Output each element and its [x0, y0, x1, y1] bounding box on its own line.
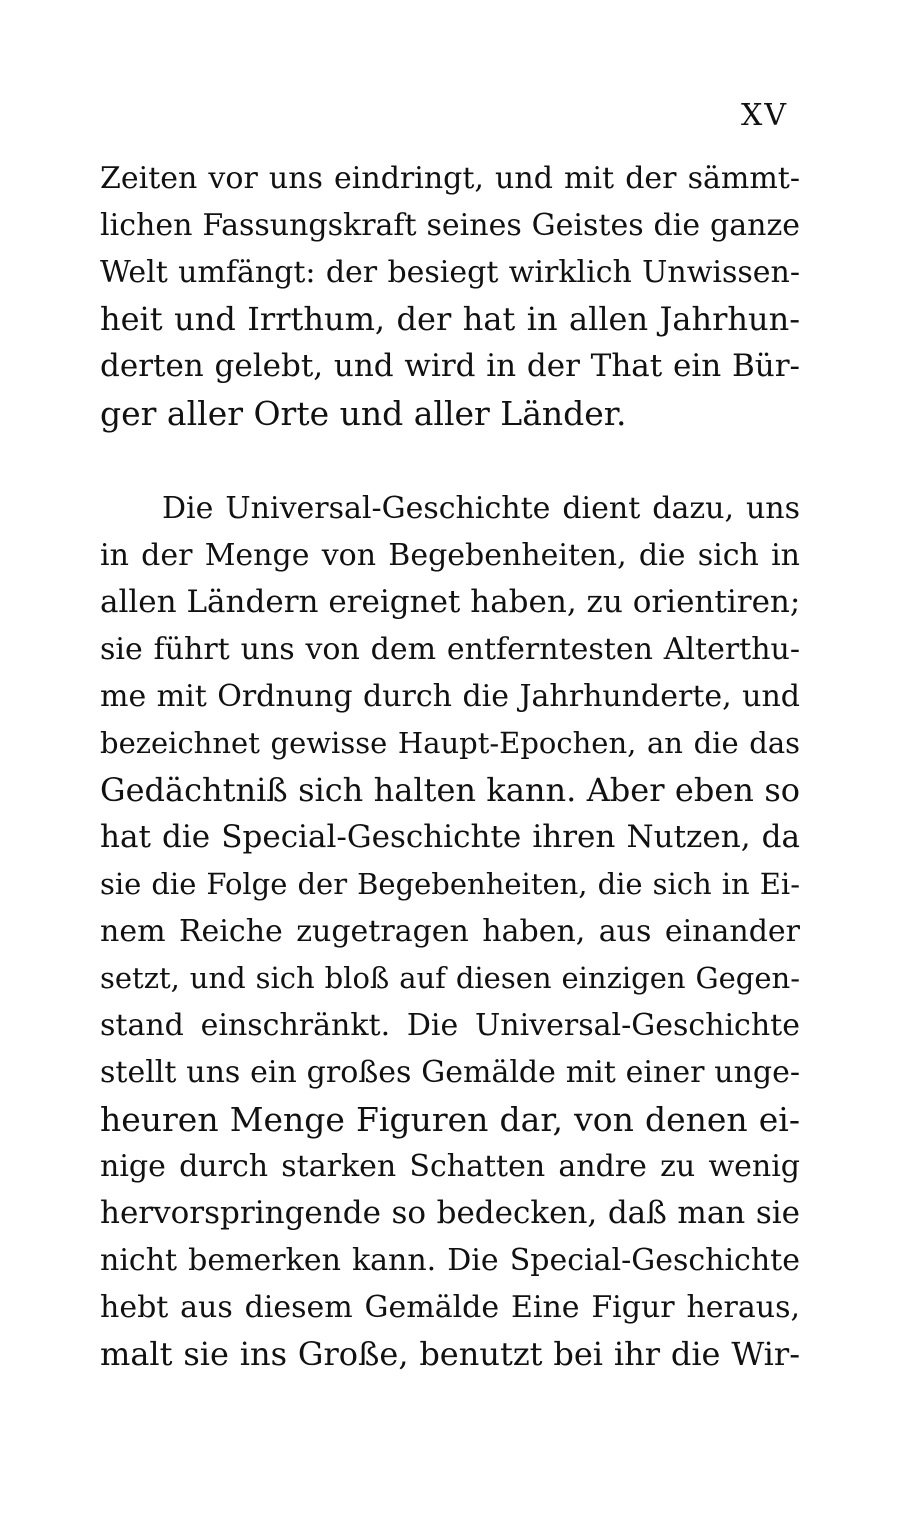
text-line: in der Menge von Begebenheiten, die sich in	[100, 538, 800, 573]
text-line: hebt aus diesem Gemälde Eine Figur heraus,	[100, 1290, 800, 1325]
text-line: heit und Irrthum, der hat in allen Jahrhun-	[100, 300, 800, 338]
text-line: Die Universal-Geschichte dient dazu, uns	[162, 491, 800, 526]
text-line: sie führt uns von dem entferntesten Alterthu-	[100, 632, 800, 667]
text-line: me mit Ordnung durch die Jahrhunderte, und	[100, 679, 800, 714]
text-line: heuren Menge Figuren dar, von denen ei-	[100, 1100, 800, 1139]
page-number: XV	[740, 98, 788, 133]
text-line: hervorspringende so bedecken, daß man sie	[100, 1195, 800, 1231]
text-line: sie die Folge der Begebenheiten, die sich in Ei-	[100, 867, 800, 901]
text-line: derten gelebt, und wird in der That ein Bür-	[100, 348, 800, 384]
text-line: setzt, und sich bloß auf diesen einzigen Gegen-	[100, 961, 800, 995]
text-line: lichen Fassungskraft seines Geistes die ganze	[100, 208, 800, 243]
text-line: Welt umfängt: der besiegt wirklich Unwissen-	[100, 255, 800, 290]
text-line: nicht bemerken kann. Die Special-Geschichte	[100, 1243, 800, 1278]
paragraph-2	[100, 485, 800, 1378]
text-line: Gedächtniß sich halten kann. Aber eben so	[100, 771, 800, 809]
text-line: Zeiten vor uns eindringt, und mit der sämmt-	[100, 161, 800, 196]
text-line: nem Reiche zugetragen haben, aus einander	[100, 914, 800, 949]
text-line: stand einschränkt. Die Universal-Geschichte	[100, 1008, 800, 1043]
text-line: stellt uns ein großes Gemälde mit einer unge-	[100, 1055, 800, 1090]
text-line: malt sie ins Große, benutzt bei ihr die Wir-	[100, 1335, 800, 1373]
text-line: nige durch starken Schatten andre zu wenig	[100, 1149, 800, 1184]
paragraph-1	[100, 155, 800, 437]
text-line: allen Ländern ereignet haben, zu orientiren;	[100, 584, 801, 620]
text-line: ger aller Orte und aller Länder.	[100, 394, 627, 433]
text-line: hat die Special-Geschichte ihren Nutzen, da	[100, 819, 800, 855]
text-line: bezeichnet gewisse Haupt-Epochen, an die das	[100, 726, 800, 760]
